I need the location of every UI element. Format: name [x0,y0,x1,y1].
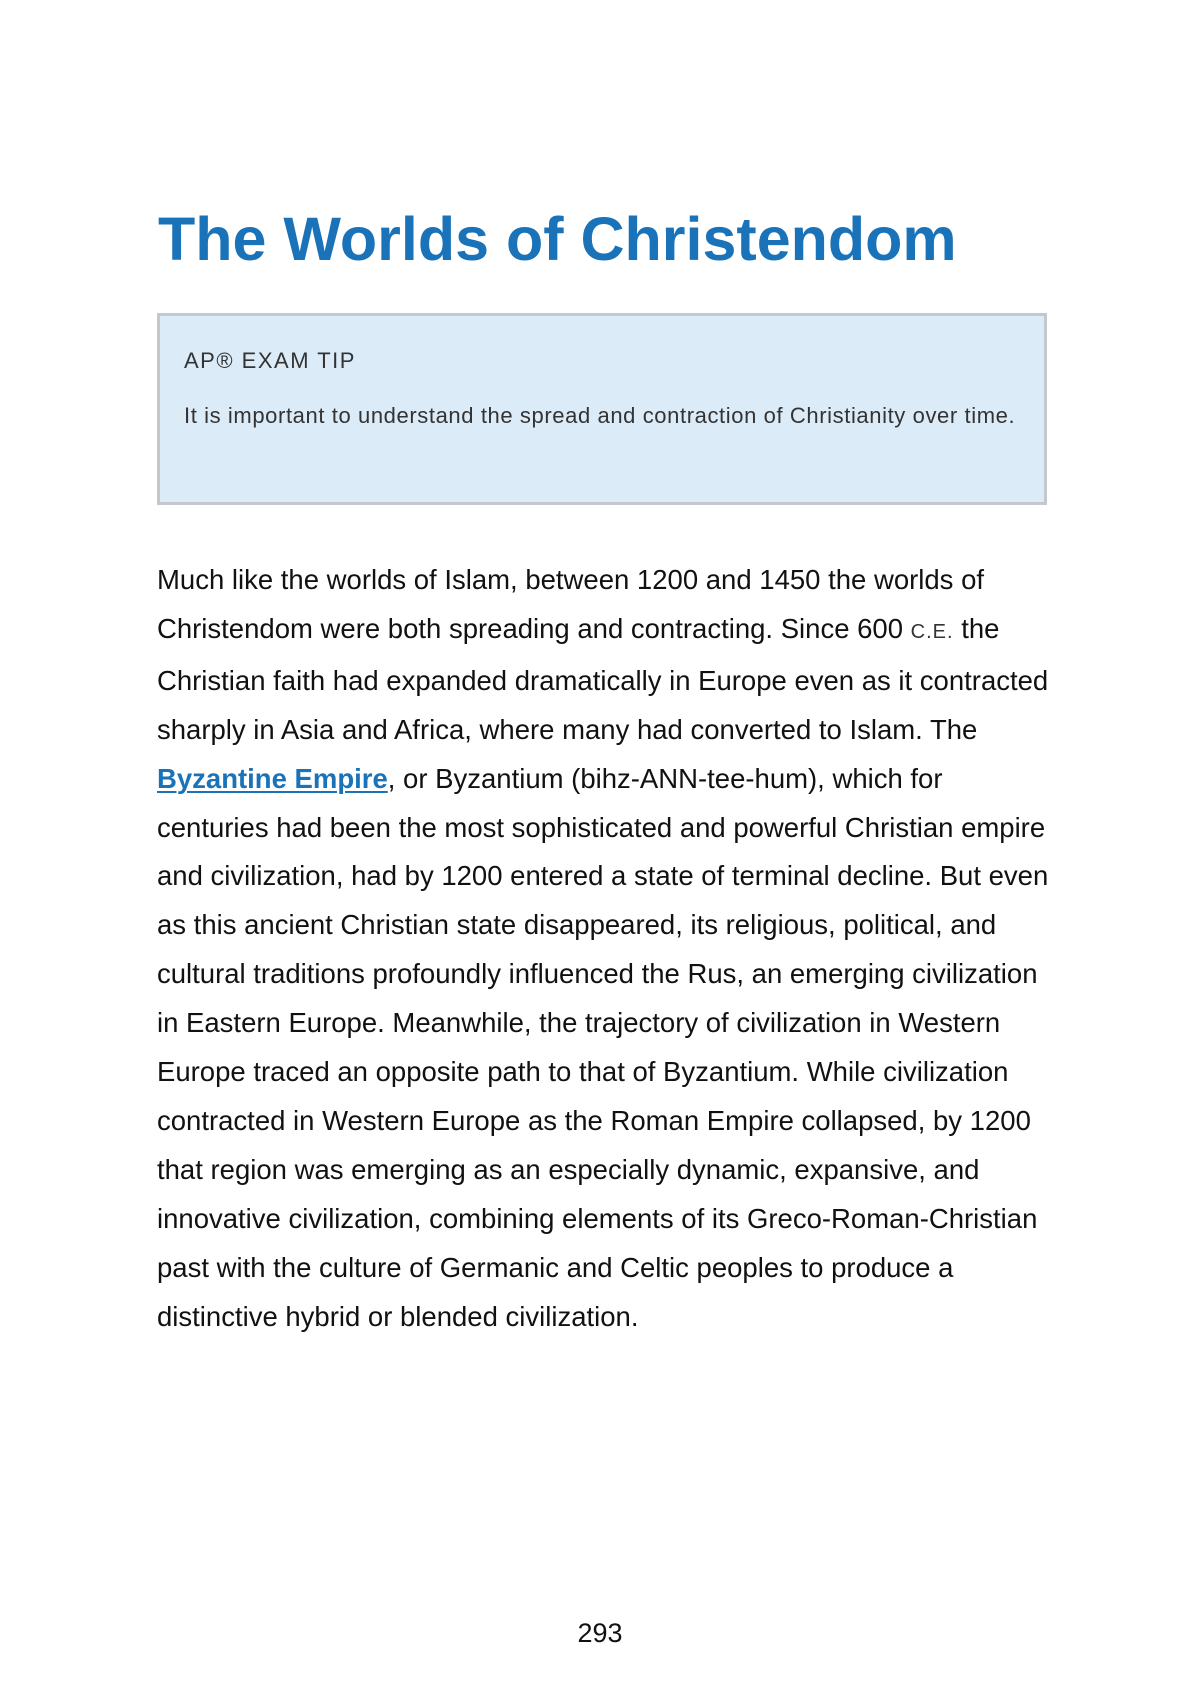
exam-tip-box [157,313,1047,505]
body-text-part-3: , or Byzantium (bihz-ANN-tee-hum), which for centuries had been the most sophisticated and powerful Christian empire and civilization, had by 1200 entered a state of terminal decline. But even as this ancient Christian state disappeared, its religious, political, and cultural traditions profoundly influenced the Rus, an emerging civilization in Eastern Europe. Meanwhile, the trajectory of civilization in Western Europe traced an opposite path to that of Byzantium. While civilization contracted in Western Europe as the Roman Empire collapsed, by 1200 that region was emerging as an especially dynamic, expansive, and innovative civilization, combining elements of its Greco-Roman-Christian past with the culture of Germanic and Celtic peoples to produce a distinctive hybrid or blended civilization. [157,762,1049,1332]
body-paragraph [157,556,1052,1342]
body-text-part-1: Much like the worlds of Islam, between 1200 and 1450 the worlds of Christendom were both spreading and contracting. Since 600 [157,564,985,644]
section-title: The Worlds of Christendom [158,205,957,273]
body-text-part-2: the Christian faith had expanded dramatically in Europe even as it contracted sharply in Asia and Africa, where many had converted to Islam. The [157,612,1049,745]
era-abbreviation: C.E. [910,620,954,643]
exam-tip-text: It is important to understand the spread and contraction of Christianity over time. [184,403,1016,428]
exam-tip-heading: AP® EXAM TIP [184,348,356,373]
page-number: 293 [577,1618,623,1648]
byzantine-empire-link[interactable]: Byzantine Empire [157,762,388,794]
